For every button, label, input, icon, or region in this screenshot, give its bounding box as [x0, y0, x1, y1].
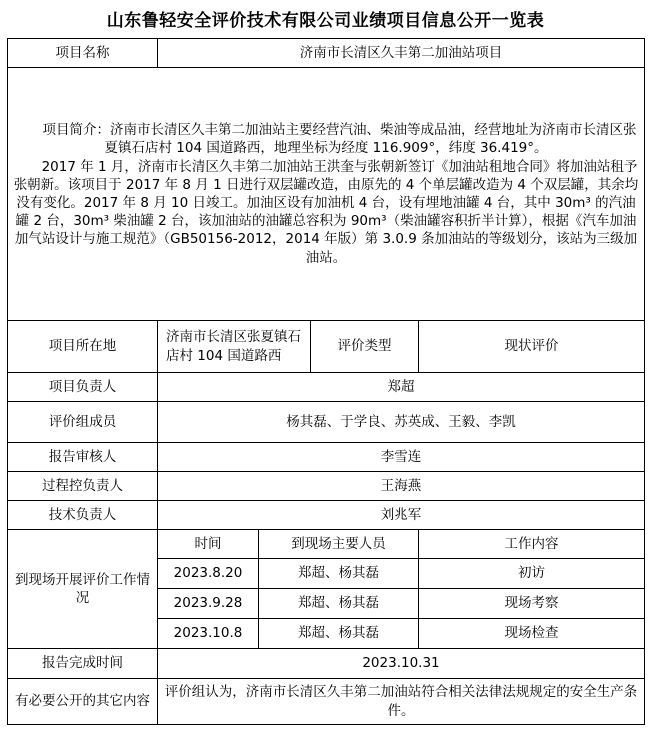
visit-work: 现场检查 — [419, 619, 645, 649]
process-control-label: 过程控负责人 — [8, 472, 158, 501]
page-title: 山东鲁轻安全评价技术有限公司业绩项目信息公开一览表 — [106, 11, 545, 31]
visit-work: 初访 — [419, 559, 645, 589]
site-visit-label: 到现场开展评价工作情况 — [8, 530, 158, 649]
leader-label: 项目负责人 — [8, 373, 158, 402]
visit-people: 郑超、杨其磊 — [259, 589, 419, 619]
location-value: 济南市长清区张夏镇石店村 104 国道路西 — [158, 321, 311, 373]
members-value: 杨其磊、于学良、苏英成、王毅、李凯 — [158, 402, 645, 443]
other-label: 有必要公开的其它内容 — [8, 679, 158, 725]
location-label: 项目所在地 — [8, 321, 158, 373]
site-visit-header-date: 时间 — [158, 530, 259, 559]
visit-people: 郑超、杨其磊 — [259, 559, 419, 589]
visit-work: 现场考察 — [419, 589, 645, 619]
process-control-value: 王海燕 — [158, 472, 645, 501]
row-completion — [8, 649, 645, 679]
row-location — [8, 321, 645, 373]
row-tech — [8, 501, 645, 530]
project-intro — [8, 68, 645, 321]
visit-people: 郑超、杨其磊 — [259, 619, 419, 649]
project-name-value: 济南市长清区久丰第二加油站项目 — [158, 39, 645, 68]
completion-value: 2023.10.31 — [158, 649, 645, 679]
visit-date: 2023.10.8 — [158, 619, 259, 649]
intro-paragraph-1: 项目简介：济南市长清区久丰第二加油站主要经营汽油、柴油等成品油，经营地址为济南市长清区张夏镇石店村 104 国道路西，地理坐标为经度 116.909°，纬度 36.419°。 — [42, 122, 637, 157]
other-value: 评价组认为，济南市长清区久丰第二加油站符合相关法律法规规定的安全生产条件。 — [158, 679, 645, 725]
leader-value: 郑超 — [158, 373, 645, 402]
row-other — [8, 679, 645, 725]
tech-value: 刘兆军 — [158, 501, 645, 530]
row-project-name — [8, 39, 645, 68]
row-members — [8, 402, 645, 443]
completion-label: 报告完成时间 — [8, 649, 158, 679]
visit-date: 2023.9.28 — [158, 589, 259, 619]
project-name-label: 项目名称 — [8, 39, 158, 68]
visit-date: 2023.8.20 — [158, 559, 259, 589]
row-leader — [8, 373, 645, 402]
eval-type-label: 评价类型 — [311, 321, 419, 373]
row-intro — [8, 68, 645, 321]
row-process-control — [8, 472, 645, 501]
tech-label: 技术负责人 — [8, 501, 158, 530]
site-visit-header-row — [8, 530, 645, 559]
members-label: 评价组成员 — [8, 402, 158, 443]
site-visit-header-work: 工作内容 — [419, 530, 645, 559]
info-table — [7, 38, 645, 725]
reviewer-value: 李雪连 — [158, 443, 645, 472]
intro-paragraph-2: 2017 年 1 月，济南市长清区久丰第二加油站王洪奎与张朝新签订《加油站租地合同》将加油站租予张朝新。该项目于 2017 年 8 月 1 日进行双层罐改造，由原先的 4 个单层罐改造为 4 个双层罐，其余均没有变化。2017 年 8 月 10 日竣工。加油区设有加油机 4 台，设有埋地油罐 4 台，其中 30m³ 的汽油罐 2 台，30m³ 柴油罐 2 台，该加油站的油罐总容积为 90m³（柴油罐容积折半计算），根据《汽车加油加气站设计与施工规范》（GB50156-2012，2014 年版）第 3.0.9 条加油站的等级划分，该站为三级加油站。 — [13, 158, 639, 266]
site-visit-header-people: 到现场主要人员 — [259, 530, 419, 559]
row-reviewer — [8, 443, 645, 472]
eval-type-value: 现状评价 — [419, 321, 645, 373]
reviewer-label: 报告审核人 — [8, 443, 158, 472]
